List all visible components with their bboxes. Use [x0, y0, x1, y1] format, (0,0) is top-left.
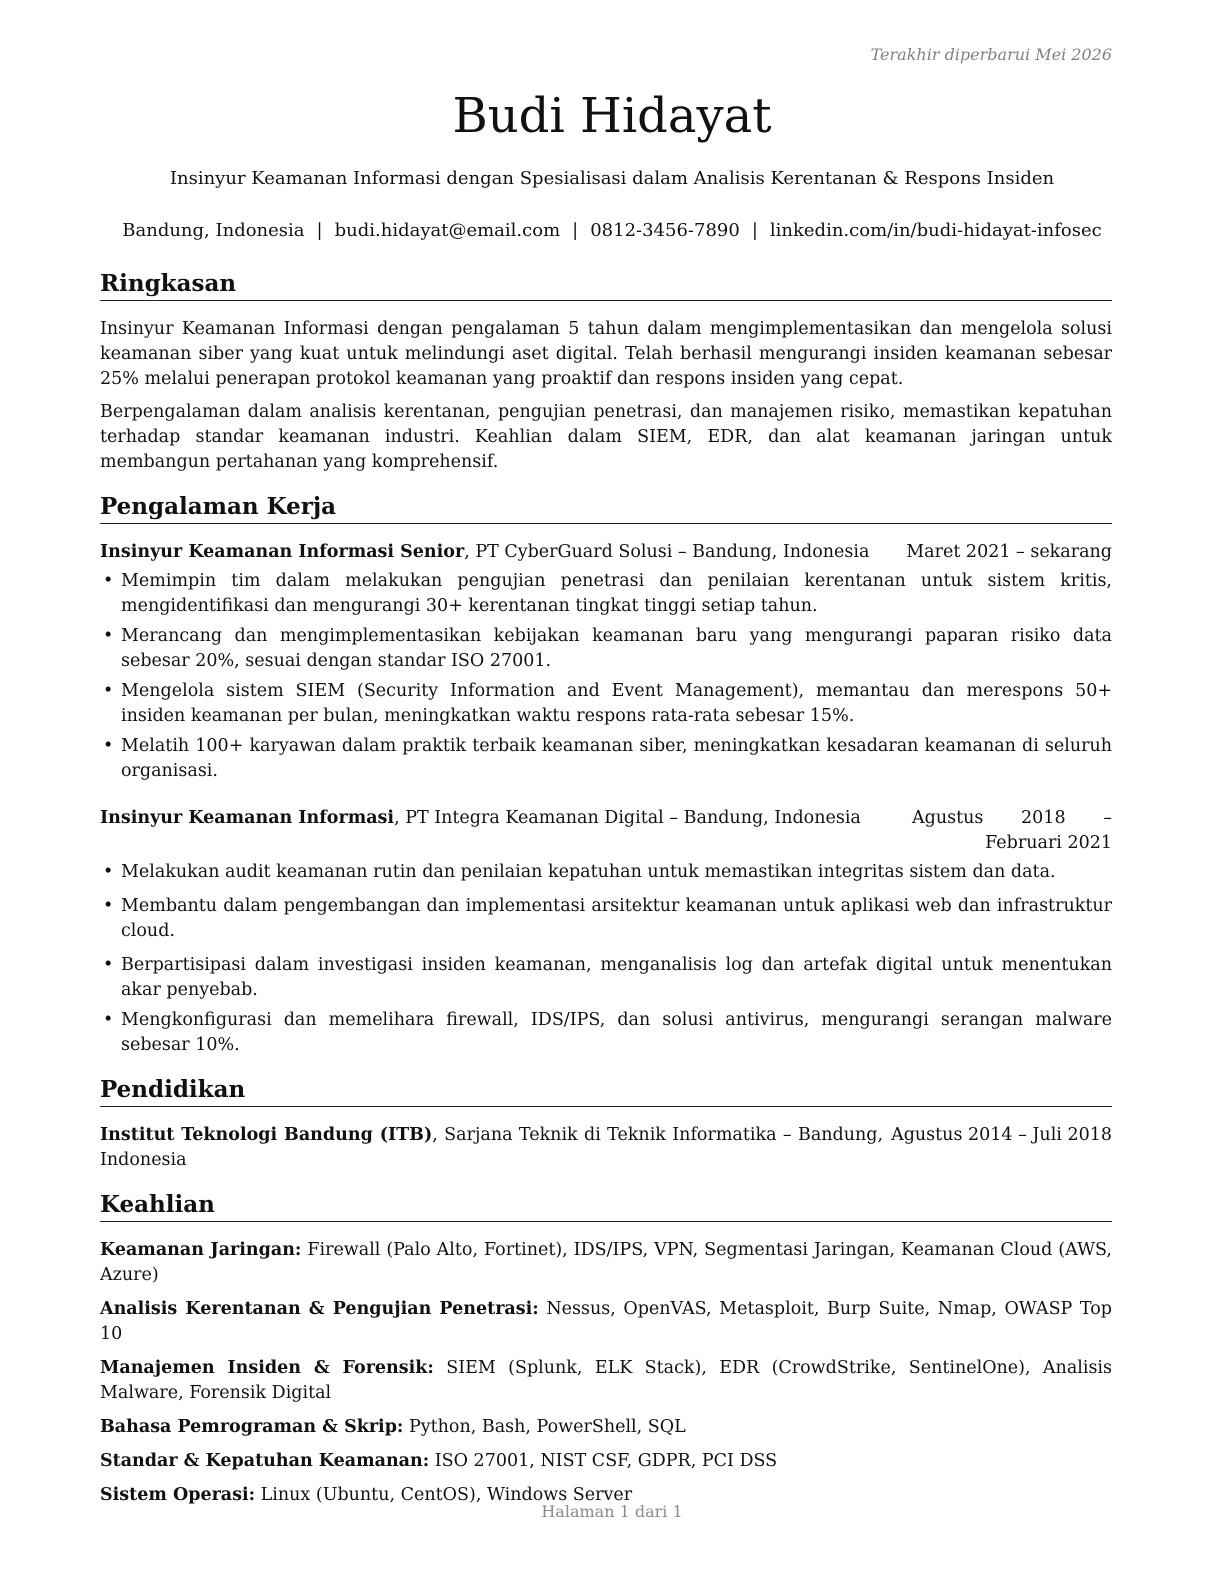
summary-paragraph: Berpengalaman dalam analisis kerentanan, pengujian penetrasi, dan manajemen risiko, memastikan kepatuhan terhadap standar keamanan industri. Keahlian dalam SIEM, EDR, dan alat keamanan jaringan untuk membangun pertahanan yang komprehensif.	[100, 402, 1112, 472]
skill-label: Analisis Kerentanan & Pengujian Penetrasi:	[100, 1299, 539, 1319]
education-line	[100, 1123, 883, 1173]
skills-section	[100, 1191, 1112, 1508]
headline: Insinyur Keamanan Informasi dengan Spesialisasi dalam Analisis Kerentanan & Respons Insiden	[169, 168, 1055, 189]
list-item: • Melatih 100+ karyawan dalam praktik terbaik keamanan siber, meningkatkan kesadaran keamanan di seluruh organisasi.	[100, 734, 1112, 784]
skill-label: Sistem Operasi:	[100, 1485, 256, 1505]
list-item: • Melakukan audit keamanan rutin dan penilaian kepatuhan untuk memastikan integritas sistem dan data.	[100, 860, 1112, 885]
job-title: Insinyur Keamanan Informasi Senior	[100, 542, 465, 562]
skill-label: Bahasa Pemrograman & Skrip:	[100, 1417, 404, 1437]
contact-phone: 0812-3456-7890	[590, 220, 740, 241]
skills-heading: Keahlian	[100, 1191, 1112, 1222]
skill-value: Nessus, OpenVAS, Metasploit, Burp Suite, Nmap, OWASP Top 10	[100, 1299, 1112, 1344]
job-title-line	[100, 806, 912, 831]
contact-email[interactable]: budi.hidayat@email.com	[334, 220, 561, 241]
skill-row	[100, 1415, 1112, 1440]
job-bullets	[100, 569, 1112, 784]
job-header	[100, 540, 1112, 565]
summary-heading: Ringkasan	[100, 270, 1112, 301]
education-section	[100, 1076, 1112, 1173]
education-entry	[100, 1123, 1112, 1173]
skill-row	[100, 1356, 1112, 1406]
last-updated: Terakhir diperbarui Mei 2026	[870, 45, 1112, 64]
skill-label: Manajemen Insiden & Forensik:	[100, 1358, 434, 1378]
skill-row	[100, 1297, 1112, 1347]
skill-row	[100, 1449, 1112, 1474]
experience-section	[100, 493, 1112, 1058]
list-item: • Mengkonfigurasi dan memelihara firewall, IDS/IPS, dan solusi antivirus, mengurangi serangan malware sebesar 10%.	[100, 1008, 1112, 1058]
education-degree: , Sarjana Teknik di Teknik Informatika – Bandung, Indonesia	[100, 1125, 884, 1170]
contact-separator: |	[751, 220, 758, 241]
skill-value: Firewall (Palo Alto, Fortinet), IDS/IPS, VPN, Segmentasi Jaringan, Keamanan Cloud (AWS, Azure)	[100, 1240, 1112, 1285]
skill-value: Linux (Ubuntu, CentOS), Windows Server	[255, 1485, 633, 1505]
skill-row	[100, 1238, 1112, 1288]
job-title: Insinyur Keamanan Informasi	[100, 808, 395, 828]
skill-label: Standar & Kepatuhan Keamanan:	[100, 1451, 430, 1471]
experience-heading: Pengalaman Kerja	[100, 493, 1112, 524]
job-company: , PT Integra Keamanan Digital – Bandung, Indonesia	[394, 808, 861, 828]
list-item: • Berpartisipasi dalam investigasi insiden keamanan, menganalisis log dan artefak digital untuk menentukan akar penyebab.	[100, 953, 1112, 1003]
skill-label: Keamanan Jaringan:	[100, 1240, 302, 1260]
education-heading: Pendidikan	[100, 1076, 1112, 1107]
list-item: • Merancang dan mengimplementasikan kebijakan keamanan baru yang mengurangi paparan risiko data sebesar 20%, sesuai dengan standar ISO 27001.	[100, 624, 1112, 674]
contact-linkedin[interactable]: linkedin.com/in/budi-hidayat-infosec	[769, 220, 1102, 241]
education-school: Institut Teknologi Bandung (ITB)	[100, 1125, 433, 1145]
contact-location: Bandung, Indonesia	[122, 220, 305, 241]
job-header	[100, 806, 1112, 856]
contact-separator: |	[572, 220, 579, 241]
contact-separator: |	[316, 220, 323, 241]
job-title-line	[100, 540, 902, 565]
skill-value: SIEM (Splunk, ELK Stack), EDR (CrowdStrike, SentinelOne), Analisis Malware, Forensik Digital	[100, 1358, 1112, 1403]
page-footer: Halaman 1 dari 1	[541, 1502, 683, 1521]
skill-value: ISO 27001, NIST CSF, GDPR, PCI DSS	[429, 1451, 778, 1471]
resume-content	[100, 270, 1112, 1526]
education-dates: Agustus 2014 – Juli 2018	[891, 1125, 1112, 1145]
candidate-name: Budi Hidayat	[452, 88, 772, 144]
contact-line	[0, 220, 1224, 241]
summary-section	[100, 270, 1112, 475]
list-item: • Memimpin tim dalam melakukan pengujian penetrasi dan penilaian kerentanan untuk sistem kritis, mengidentifikasi dan mengurangi 30+ kerentanan tingkat tinggi setiap tahun.	[100, 569, 1112, 619]
job-company: , PT CyberGuard Solusi – Bandung, Indonesia	[464, 542, 870, 562]
skill-value: Python, Bash, PowerShell, SQL	[403, 1417, 686, 1437]
job-bullets	[100, 860, 1112, 1058]
list-item: • Membantu dalam pengembangan dan implementasi arsitektur keamanan untuk aplikasi web dan infrastruktur cloud.	[100, 894, 1112, 944]
list-item: • Mengelola sistem SIEM (Security Information and Event Management), memantau dan merespons 50+ insiden keamanan per bulan, meningkatkan waktu respons rata-rata sebesar 15%.	[100, 679, 1112, 729]
job-dates: Maret 2021 – sekarang	[906, 542, 1112, 562]
job-dates: Agustus 2018 – Februari 2021	[912, 808, 1112, 853]
summary-paragraph: Insinyur Keamanan Informasi dengan pengalaman 5 tahun dalam mengimplementasikan dan mengelola solusi keamanan siber yang kuat untuk melindungi aset digital. Telah berhasil mengurangi insiden keamanan sebesar 25% melalui penerapan protokol keamanan yang proaktif dan respons insiden yang cepat.	[100, 319, 1112, 389]
